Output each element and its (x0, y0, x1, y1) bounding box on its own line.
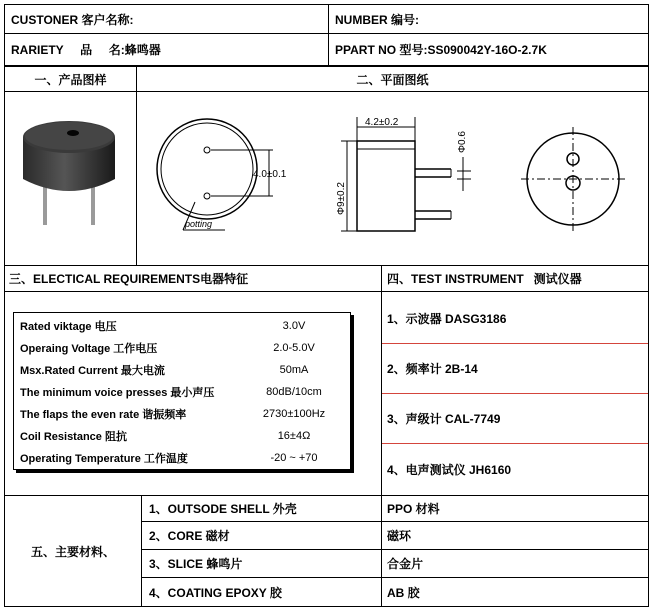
spec-row (20, 337, 344, 358)
spec-row (20, 381, 344, 402)
drawing-divider (136, 67, 137, 265)
material-value: 合金片 (387, 557, 424, 571)
side-view-drawing (327, 115, 457, 250)
spec-label: Coil Resistance 阻抗 (20, 430, 127, 443)
spec-label: Operating Temperature 工作温度 (20, 452, 188, 465)
svg-text:Φ9±0.2: Φ9±0.2 (336, 182, 347, 215)
spec-label: The minimum voice presses 最小声压 (20, 386, 215, 399)
material-value: 磁环 (387, 529, 412, 543)
customer-field: CUSTONER 客户名称: (11, 12, 134, 27)
svg-text:Φ0.6: Φ0.6 (457, 131, 468, 153)
material-value: AB 胶 (387, 585, 420, 600)
svg-text:4.2±0.2: 4.2±0.2 (365, 117, 399, 128)
top-view-drawing (145, 97, 315, 247)
buzzer-photo (15, 115, 130, 235)
instrument-item-3: 3、声级计 CAL-7749 (387, 412, 501, 426)
instrument-item-2: 2、频率计 2B-14 (387, 362, 478, 376)
spec-sheet (4, 4, 649, 607)
spec-row (20, 447, 344, 468)
instrument-title: 四、TEST INSTRUMENT 测试仪器 (387, 272, 582, 286)
spec-label: Msx.Rated Current 最大电流 (20, 364, 165, 377)
spec-value: 2730±100Hz (262, 407, 326, 420)
spec-row (20, 315, 344, 336)
bottom-view-drawing (513, 119, 633, 239)
material-item: 1、OUTSODE SHELL 外壳 (149, 502, 297, 516)
spec-label: Rated viktage 电压 (20, 320, 117, 333)
svg-text:potting: potting (185, 219, 213, 229)
spec-row (20, 359, 344, 380)
spec-value: -20 ~ +70 (270, 451, 318, 464)
spec-label: The flaps the even rate 谐振频率 (20, 408, 187, 421)
number-field: NUMBER 编号: (335, 12, 419, 27)
header-divider (328, 5, 329, 65)
spec-value: 2.0-5.0V (273, 341, 315, 354)
product-image-title: 一、产品图样 (34, 72, 107, 87)
electrical-spec-table (13, 312, 351, 470)
part-no-field: PPART NO 型号:SS090042Y-16O-2.7K (335, 43, 547, 57)
instrument-item-4: 4、电声测试仪 JH6160 (387, 462, 512, 477)
spec-row (20, 425, 344, 446)
spec-value: 16±4Ω (277, 429, 311, 442)
svg-text:4.0±0.1: 4.0±0.1 (253, 169, 287, 180)
electrical-title-line (5, 291, 648, 292)
spec-row (20, 403, 344, 424)
pin-dimension-drawing (451, 117, 479, 197)
material-item: 2、CORE 磁材 (149, 529, 230, 543)
plan-drawing-title: 二、平面图纸 (356, 72, 429, 87)
materials-left-divider (141, 495, 142, 607)
material-value: PPO 材料 (387, 502, 440, 516)
drawing-title-line (5, 91, 648, 92)
material-item: 3、SLICE 蜂鸣片 (149, 557, 243, 571)
variety-field: RARIETY 品 名:蜂鸣器 (11, 43, 161, 57)
materials-title: 五、主要材料、 (30, 545, 115, 559)
instrument-item-1: 1、示波器 DASG3186 (387, 311, 507, 326)
spec-value: 50mA (279, 363, 309, 376)
spec-label: Operaing Voltage 工作电压 (20, 342, 158, 355)
electrical-divider (381, 265, 382, 495)
spec-value: 80dB/10cm (266, 385, 322, 398)
electrical-title: 三、ELECTICAL REQUIREMENTS电器特征 (9, 272, 249, 286)
material-item: 4、COATING EPOXY 胶 (149, 585, 282, 600)
materials-mid-divider (381, 495, 382, 607)
spec-value: 3.0V (282, 319, 306, 332)
